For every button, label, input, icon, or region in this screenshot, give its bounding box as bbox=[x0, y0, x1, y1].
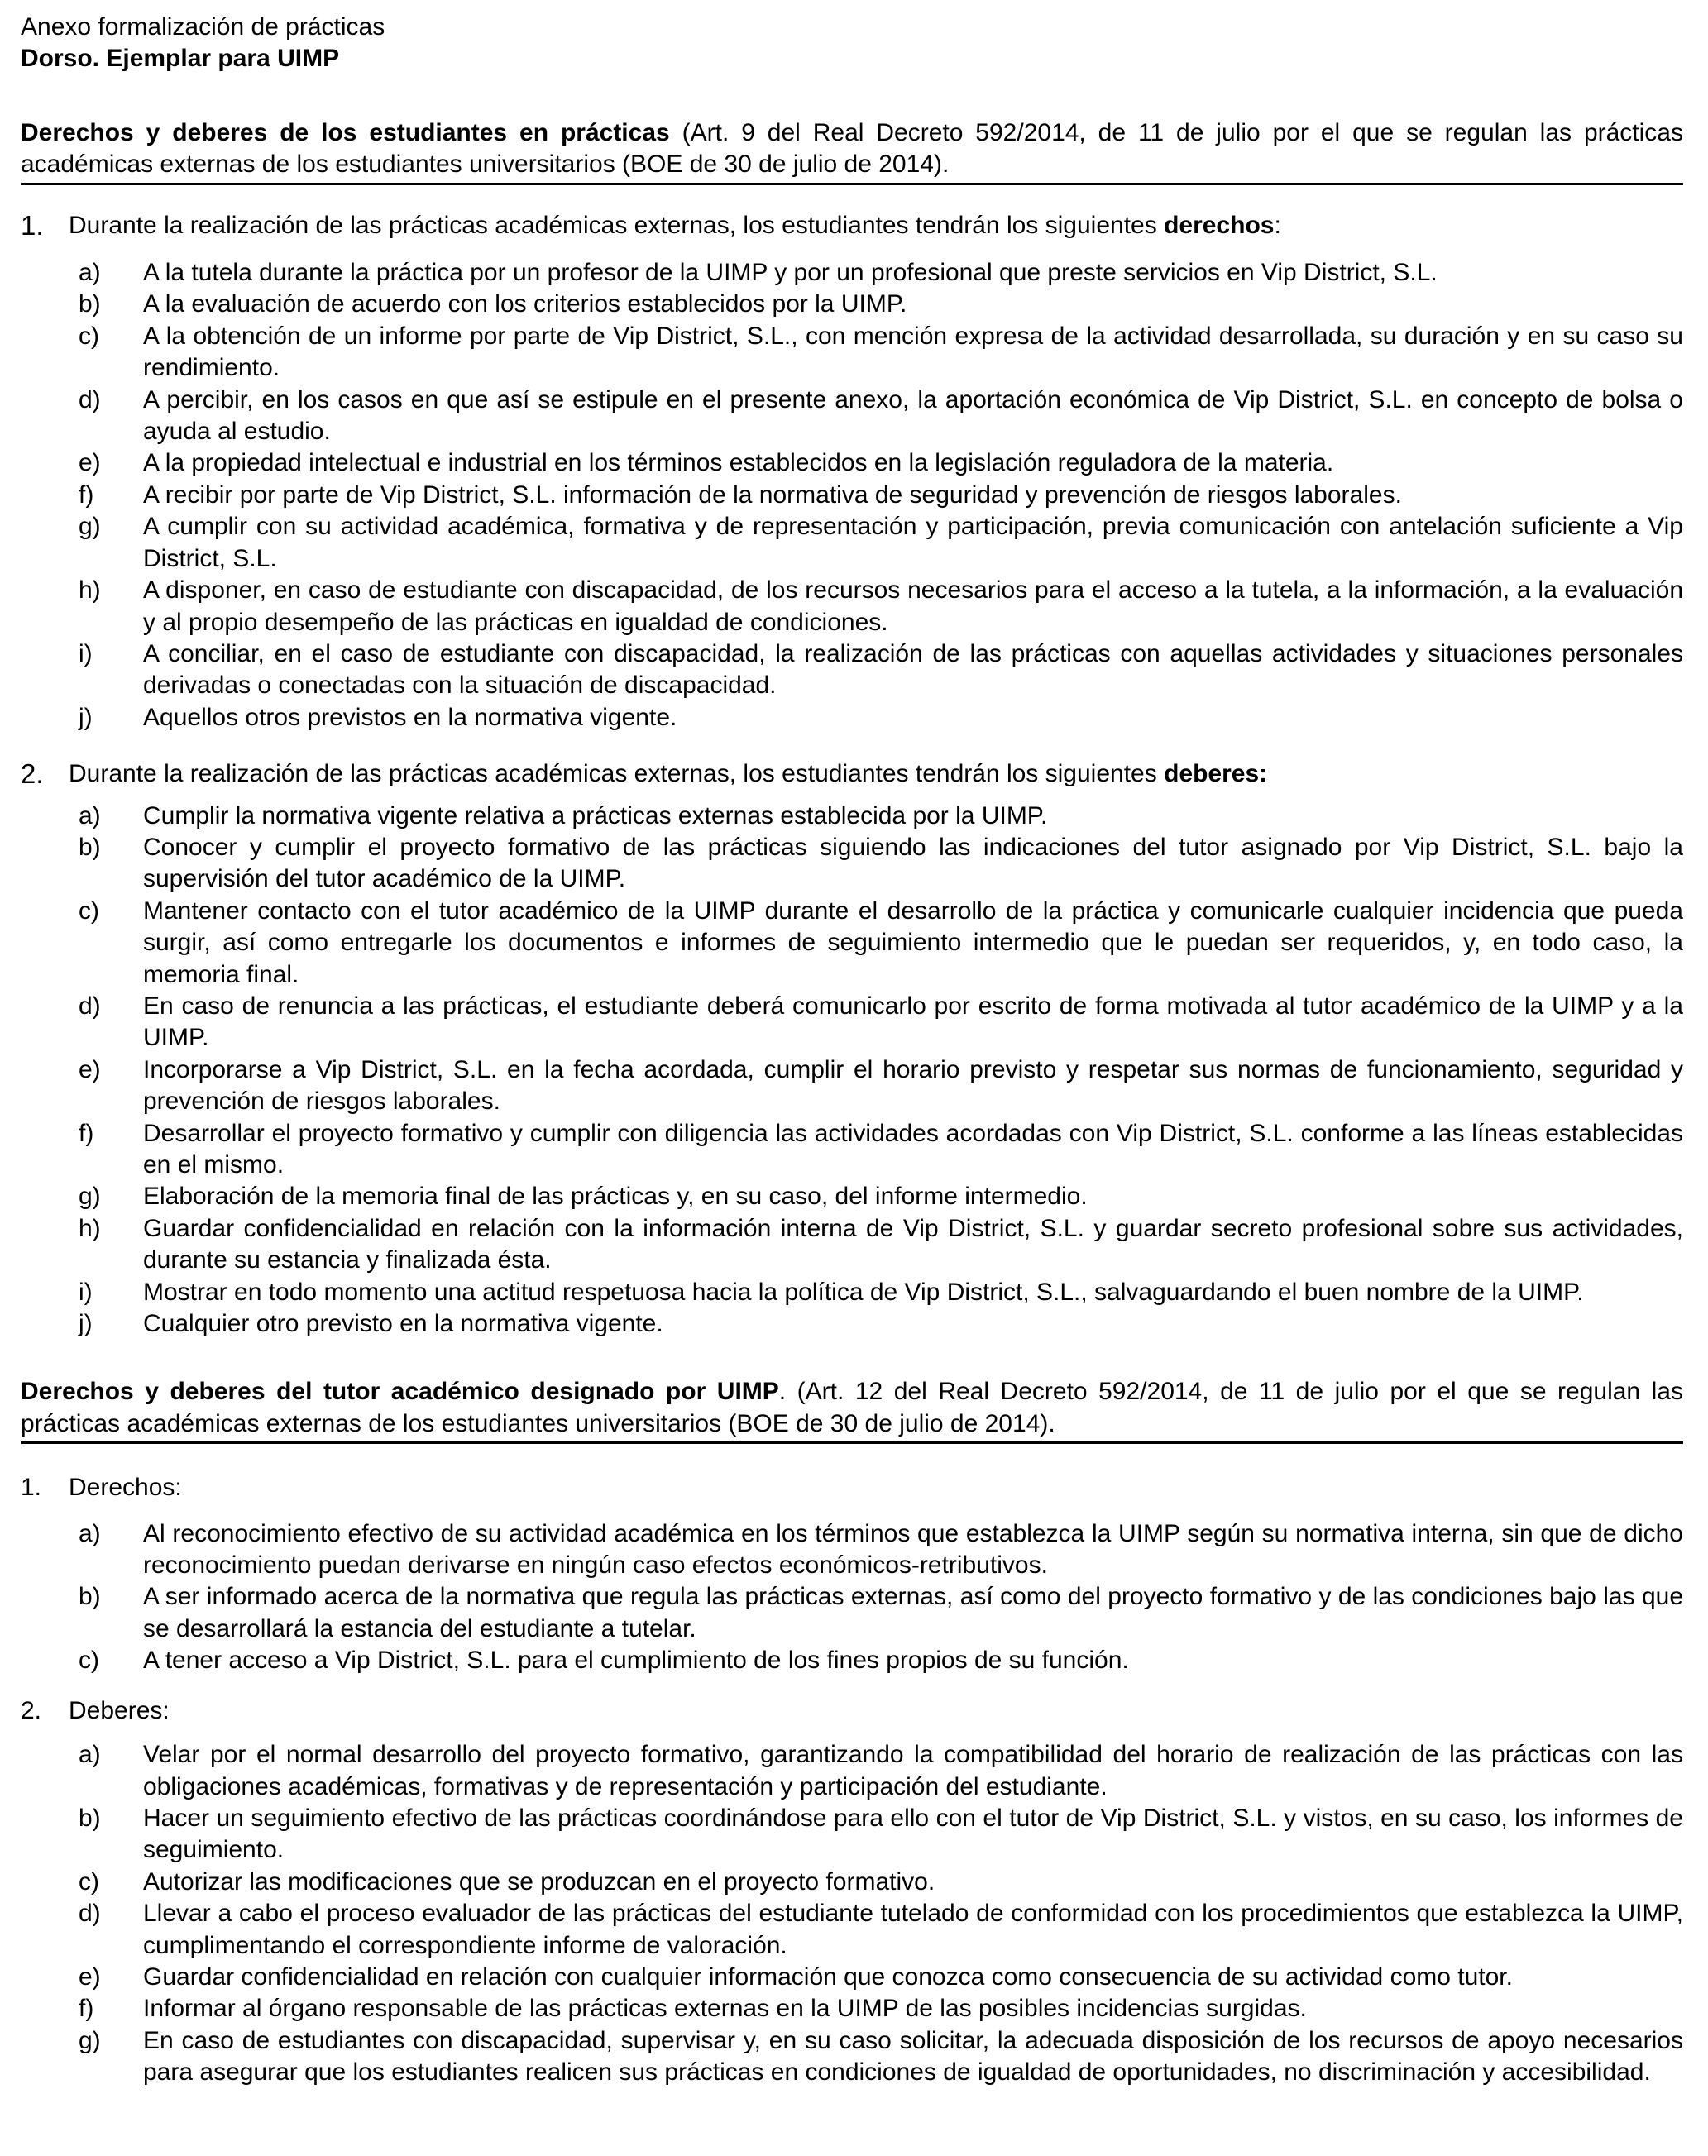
group-intro-text: Durante la realización de las prácticas académicas externas, los estudiantes tendrán los siguientes bbox=[69, 760, 1165, 788]
list-item bbox=[21, 1993, 1683, 2025]
list-item bbox=[21, 1581, 1683, 1645]
list-item bbox=[21, 575, 1683, 638]
section-heading-reference: (Art. 9 del Real Decreto 592/2014, de 11 de julio por el que se regulan las prácticas académicas externas de los estudiantes universitarios (BOE de 30 de julio de 2014). bbox=[21, 118, 1683, 179]
numbered-group bbox=[21, 758, 1683, 1340]
list-item bbox=[21, 1518, 1683, 1582]
numbered-group bbox=[21, 1472, 1683, 1676]
lettered-list bbox=[21, 1739, 1683, 2088]
item-letter: f) bbox=[79, 480, 94, 509]
item-text: Mantener contacto con el tutor académico de la UIMP durante el desarrollo de la práctica y comunicarle cualquier incidencia que pueda surgir, así como entregarle los documentos e informes de seguimiento intermedio que le puedan ser requeridos, y, en todo caso, la memoria final. bbox=[143, 896, 1683, 988]
item-text: Hacer un seguimiento efectivo de las prácticas coordinándose para ello con el tutor de Vip District, S.L. y vistos, en su caso, los informes de seguimiento. bbox=[143, 1804, 1683, 1864]
item-letter: d) bbox=[79, 1900, 101, 1928]
list-item bbox=[21, 1181, 1683, 1212]
item-text: A la tutela durante la práctica por un profesor de la UIMP y por un profesional que preste servicios en Vip District, S.L. bbox=[143, 259, 1438, 287]
item-text: Al reconocimiento efectivo de su actividad académica en los términos que establezca la UIMP según su normativa interna, sin que de dicho reconocimiento puedan derivarse en ningún caso efectos económicos-retributivos. bbox=[143, 1519, 1683, 1580]
section-2 bbox=[21, 1376, 1683, 2088]
item-letter: a) bbox=[79, 1519, 101, 1547]
item-text: Llevar a cabo el proceso evaluador de las prácticas del estudiante tutelado de conformidad con los procedimientos que establezca la UIMP, cumplimentando el correspondiente informe de valoración. bbox=[143, 1900, 1683, 1959]
subtitle-text: Dorso. Ejemplar para UIMP bbox=[21, 45, 340, 73]
list-item bbox=[21, 1962, 1683, 1993]
section-divider bbox=[21, 1441, 1683, 1444]
group-intro-bold: deberes: bbox=[1164, 760, 1268, 788]
item-text: A la propiedad intelectual e industrial en los términos establecidos en la legislación reguladora de la materia. bbox=[143, 449, 1334, 477]
item-text: Cualquier otro previsto en la normativa vigente. bbox=[143, 1310, 663, 1338]
item-letter: a) bbox=[79, 801, 101, 829]
list-item bbox=[21, 1308, 1683, 1340]
list-item bbox=[21, 385, 1683, 448]
item-letter: c) bbox=[79, 322, 99, 350]
list-item bbox=[21, 896, 1683, 991]
list-item bbox=[21, 511, 1683, 575]
item-letter: h) bbox=[79, 576, 101, 605]
list-item bbox=[21, 1898, 1683, 1962]
list-item bbox=[21, 801, 1683, 832]
section-heading-reference: . (Art. 12 del Real Decreto 592/2014, de 11 de julio por el que se regulan las prácticas académicas externas de los estudiantes universitarios (BOE de 30 de julio de 2014). bbox=[21, 1378, 1683, 1437]
section-divider bbox=[21, 183, 1683, 185]
list-item bbox=[21, 289, 1683, 320]
list-item bbox=[21, 257, 1683, 289]
item-letter: a) bbox=[79, 1741, 101, 1769]
list-item bbox=[21, 321, 1683, 385]
group-intro-bold: derechos bbox=[1164, 211, 1275, 239]
item-text: A la evaluación de acuerdo con los criterios establecidos por la UIMP. bbox=[143, 290, 907, 318]
item-letter: h) bbox=[79, 1214, 101, 1242]
group-intro-text: Derechos: bbox=[69, 1474, 182, 1502]
list-item bbox=[21, 1213, 1683, 1277]
document-header bbox=[21, 12, 1683, 75]
section-heading bbox=[21, 1376, 1683, 1440]
item-text: A la obtención de un informe por parte de Vip District, S.L., con mención expresa de la actividad desarrollada, su duración y en su caso su rendimiento. bbox=[143, 322, 1683, 382]
item-text: Mostrar en todo momento una actitud respetuosa hacia la política de Vip District, S.L., salvaguardando el buen nombre de la UIMP. bbox=[143, 1278, 1584, 1306]
section-1 bbox=[21, 117, 1683, 1341]
section-heading-bold: Derechos y deberes del tutor académico designado por UIMP bbox=[21, 1378, 779, 1406]
item-text: A recibir por parte de Vip District, S.L. información de la normativa de seguridad y prevención de riesgos laborales. bbox=[143, 480, 1402, 509]
list-item bbox=[21, 1277, 1683, 1308]
group-number: 1. bbox=[21, 1474, 42, 1502]
list-item bbox=[21, 1118, 1683, 1182]
lettered-list bbox=[21, 257, 1683, 734]
item-text: En caso de renuncia a las prácticas, el estudiante deberá comunicarlo por escrito de forma motivada al tutor académico de la UIMP y a la UIMP. bbox=[143, 992, 1683, 1052]
group-number: 1. bbox=[21, 209, 44, 241]
item-letter: d) bbox=[79, 992, 101, 1020]
sections bbox=[21, 117, 1683, 2089]
document-subtitle bbox=[21, 43, 1683, 74]
list-item bbox=[21, 2025, 1683, 2089]
item-text: Informar al órgano responsable de las prácticas externas en la UIMP de las posibles incidencias surgidas. bbox=[143, 1995, 1307, 2023]
item-letter: f) bbox=[79, 1995, 94, 2023]
item-letter: c) bbox=[79, 1867, 99, 1895]
group-intro-after: : bbox=[1274, 211, 1281, 239]
document-title: Anexo formalización de prácticas bbox=[21, 13, 385, 41]
item-text: Aquellos otros previstos en la normativa vigente. bbox=[143, 703, 677, 731]
item-text: Incorporarse a Vip District, S.L. en la fecha acordada, cumplir el horario previsto y respetar sus normas de funcionamiento, seguridad y prevención de riesgos laborales. bbox=[143, 1055, 1683, 1116]
numbered-group bbox=[21, 210, 1683, 734]
item-letter: g) bbox=[79, 2026, 101, 2054]
list-item bbox=[21, 702, 1683, 734]
group-intro bbox=[21, 758, 1683, 790]
item-letter: i) bbox=[79, 639, 93, 667]
item-letter: c) bbox=[79, 1647, 99, 1675]
list-item bbox=[21, 480, 1683, 511]
group-number: 2. bbox=[21, 758, 44, 790]
list-item bbox=[21, 1739, 1683, 1803]
section-heading bbox=[21, 117, 1683, 181]
list-item bbox=[21, 1054, 1683, 1118]
item-text: A cumplir con su actividad académica, formativa y de representación y participación, previa comunicación con antelación suficiente a Vip District, S.L. bbox=[143, 513, 1683, 572]
item-letter: c) bbox=[79, 896, 99, 925]
group-intro bbox=[21, 210, 1683, 241]
group-intro bbox=[21, 1695, 1683, 1727]
item-text: Conocer y cumplir el proyecto formativo de las prácticas siguiendo las indicaciones del tutor asignado por Vip District, S.L. bajo la supervisión del tutor académico de la UIMP. bbox=[143, 833, 1683, 893]
item-text: A percibir, en los casos en que así se estipule en el presente anexo, la aportación económica de Vip District, S.L. en concepto de bolsa o ayuda al estudio. bbox=[143, 385, 1683, 446]
item-letter: e) bbox=[79, 1962, 101, 1991]
item-letter: b) bbox=[79, 1583, 101, 1611]
list-item bbox=[21, 447, 1683, 479]
list-item bbox=[21, 1803, 1683, 1867]
item-letter: g) bbox=[79, 1183, 101, 1211]
item-text: Velar por el normal desarrollo del proyecto formativo, garantizando la compatibilidad del horario de realización de las prácticas con las obligaciones académicas, formativas y de representación y participación del estudiante. bbox=[143, 1741, 1683, 1800]
item-text: En caso de estudiantes con discapacidad, supervisar y, en su caso solicitar, la adecuada disposición de los recursos de apoyo necesarios para asegurar que los estudiantes realicen sus prácticas en condiciones de igualdad de oportunidades, no discriminación y accesibilidad. bbox=[143, 2026, 1683, 2087]
lettered-list bbox=[21, 1518, 1683, 1677]
list-item bbox=[21, 1645, 1683, 1676]
item-text: Autorizar las modificaciones que se produzcan en el proyecto formativo. bbox=[143, 1867, 935, 1895]
section-heading-bold: Derechos y deberes de los estudiantes en prácticas bbox=[21, 118, 670, 146]
item-text: Cumplir la normativa vigente relativa a prácticas externas establecida por la UIMP. bbox=[143, 801, 1048, 829]
item-letter: a) bbox=[79, 259, 101, 287]
item-text: A conciliar, en el caso de estudiante con discapacidad, la realización de las prácticas con aquellas actividades y situaciones personales derivadas o conectadas con la situación de discapacidad. bbox=[143, 639, 1683, 700]
item-text: Desarrollar el proyecto formativo y cumplir con diligencia las actividades acordadas con Vip District, S.L. conforme a las líneas establecidas en el mismo. bbox=[143, 1119, 1683, 1178]
list-item bbox=[21, 1867, 1683, 1898]
document-page bbox=[21, 12, 1683, 2089]
list-item bbox=[21, 832, 1683, 896]
item-letter: i) bbox=[79, 1278, 93, 1306]
item-letter: b) bbox=[79, 290, 101, 318]
item-text: A ser informado acerca de la normativa que regula las prácticas externas, así como del proyecto formativo y de las condiciones bajo las que se desarrollará la estancia del estudiante a tutelar. bbox=[143, 1583, 1683, 1642]
item-letter: g) bbox=[79, 513, 101, 541]
numbered-group bbox=[21, 1695, 1683, 2089]
item-text: Elaboración de la memoria final de las prácticas y, en su caso, del informe intermedio. bbox=[143, 1183, 1088, 1211]
item-letter: e) bbox=[79, 449, 101, 477]
group-intro-text: Durante la realización de las prácticas académicas externas, los estudiantes tendrán los siguientes bbox=[69, 211, 1165, 239]
item-letter: j) bbox=[79, 1310, 93, 1338]
group-number: 2. bbox=[21, 1696, 42, 1724]
item-letter: j) bbox=[79, 703, 93, 731]
group-intro-text: Deberes: bbox=[69, 1696, 170, 1724]
item-text: Guardar confidencialidad en relación con cualquier información que conozca como consecuencia de su actividad como tutor. bbox=[143, 1962, 1513, 1991]
list-item bbox=[21, 991, 1683, 1054]
item-letter: d) bbox=[79, 385, 101, 414]
lettered-list bbox=[21, 801, 1683, 1341]
group-intro bbox=[21, 1472, 1683, 1503]
item-text: Guardar confidencialidad en relación con la información interna de Vip District, S.L. y guardar secreto profesional sobre sus actividades, durante su estancia y finalizada ésta. bbox=[143, 1214, 1683, 1274]
list-item bbox=[21, 638, 1683, 702]
item-text: A disponer, en caso de estudiante con discapacidad, de los recursos necesarios para el acceso a la tutela, a la información, a la evaluación y al propio desempeño de las prácticas en igualdad de condiciones. bbox=[143, 576, 1683, 636]
item-letter: b) bbox=[79, 833, 101, 861]
item-text: A tener acceso a Vip District, S.L. para el cumplimiento de los fines propios de su función. bbox=[143, 1647, 1129, 1675]
item-letter: e) bbox=[79, 1055, 101, 1083]
item-letter: b) bbox=[79, 1804, 101, 1832]
item-letter: f) bbox=[79, 1119, 94, 1147]
